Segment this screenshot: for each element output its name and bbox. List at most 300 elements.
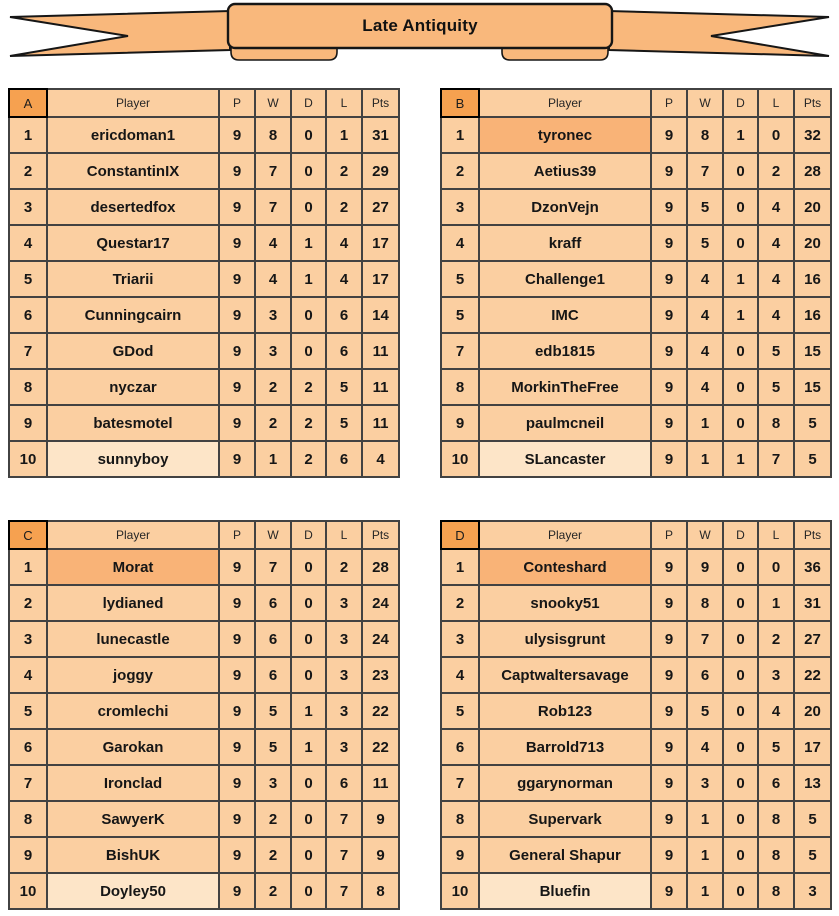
col-player: Player bbox=[47, 521, 219, 549]
draws-cell: 1 bbox=[291, 261, 326, 297]
wins-cell: 8 bbox=[687, 585, 723, 621]
losses-cell: 4 bbox=[326, 261, 362, 297]
col-draws: D bbox=[723, 521, 758, 549]
wins-cell: 5 bbox=[687, 225, 723, 261]
losses-cell: 7 bbox=[758, 441, 794, 477]
table-row bbox=[9, 441, 399, 477]
rank-cell: 1 bbox=[441, 549, 479, 585]
table-row bbox=[9, 153, 399, 189]
table-row bbox=[9, 117, 399, 153]
played-cell: 9 bbox=[219, 297, 255, 333]
table-row bbox=[9, 693, 399, 729]
wins-cell: 5 bbox=[255, 693, 291, 729]
draws-cell: 0 bbox=[291, 765, 326, 801]
player-cell: ulysisgrunt bbox=[479, 621, 651, 657]
draws-cell: 0 bbox=[723, 729, 758, 765]
wins-cell: 1 bbox=[687, 873, 723, 909]
rank-cell: 7 bbox=[9, 765, 47, 801]
rank-cell: 1 bbox=[441, 117, 479, 153]
wins-cell: 1 bbox=[687, 441, 723, 477]
losses-cell: 2 bbox=[758, 621, 794, 657]
points-cell: 16 bbox=[794, 261, 831, 297]
draws-cell: 0 bbox=[723, 189, 758, 225]
table-row bbox=[441, 369, 831, 405]
rank-cell: 1 bbox=[9, 549, 47, 585]
table-row bbox=[9, 333, 399, 369]
col-draws: D bbox=[723, 89, 758, 117]
rank-cell: 1 bbox=[9, 117, 47, 153]
points-cell: 5 bbox=[794, 801, 831, 837]
group-b-table bbox=[440, 88, 832, 478]
points-cell: 15 bbox=[794, 369, 831, 405]
rank-cell: 3 bbox=[9, 189, 47, 225]
player-cell: sunnyboy bbox=[47, 441, 219, 477]
points-cell: 27 bbox=[794, 621, 831, 657]
player-cell: ericdoman1 bbox=[47, 117, 219, 153]
table-row bbox=[441, 549, 831, 585]
points-cell: 20 bbox=[794, 225, 831, 261]
rank-cell: 4 bbox=[9, 225, 47, 261]
wins-cell: 3 bbox=[255, 765, 291, 801]
wins-cell: 5 bbox=[687, 189, 723, 225]
draws-cell: 0 bbox=[723, 657, 758, 693]
wins-cell: 7 bbox=[255, 153, 291, 189]
standings-body bbox=[9, 549, 399, 909]
table-row bbox=[9, 657, 399, 693]
wins-cell: 7 bbox=[687, 153, 723, 189]
wins-cell: 1 bbox=[255, 441, 291, 477]
rank-cell: 2 bbox=[441, 153, 479, 189]
points-cell: 28 bbox=[362, 549, 399, 585]
player-cell: SLancaster bbox=[479, 441, 651, 477]
table-row bbox=[441, 297, 831, 333]
header-row bbox=[9, 521, 399, 549]
group-a-table bbox=[8, 88, 400, 478]
losses-cell: 1 bbox=[758, 585, 794, 621]
draws-cell: 0 bbox=[723, 153, 758, 189]
player-cell: Doyley50 bbox=[47, 873, 219, 909]
played-cell: 9 bbox=[219, 261, 255, 297]
wins-cell: 1 bbox=[687, 837, 723, 873]
losses-cell: 5 bbox=[326, 405, 362, 441]
player-cell: cromlechi bbox=[47, 693, 219, 729]
table-row bbox=[441, 117, 831, 153]
group-letter: D bbox=[441, 521, 479, 549]
player-cell: IMC bbox=[479, 297, 651, 333]
col-points: Pts bbox=[794, 89, 831, 117]
table-row bbox=[441, 405, 831, 441]
rank-cell: 5 bbox=[441, 693, 479, 729]
points-cell: 5 bbox=[794, 837, 831, 873]
played-cell: 9 bbox=[651, 153, 687, 189]
wins-cell: 4 bbox=[687, 261, 723, 297]
col-wins: W bbox=[687, 521, 723, 549]
draws-cell: 1 bbox=[291, 729, 326, 765]
wins-cell: 3 bbox=[255, 333, 291, 369]
losses-cell: 1 bbox=[326, 117, 362, 153]
played-cell: 9 bbox=[219, 801, 255, 837]
rank-cell: 6 bbox=[441, 729, 479, 765]
played-cell: 9 bbox=[219, 405, 255, 441]
losses-cell: 4 bbox=[758, 297, 794, 333]
losses-cell: 6 bbox=[758, 765, 794, 801]
rank-cell: 4 bbox=[9, 657, 47, 693]
group-letter: B bbox=[441, 89, 479, 117]
table-row bbox=[9, 297, 399, 333]
draws-cell: 0 bbox=[723, 405, 758, 441]
wins-cell: 4 bbox=[687, 369, 723, 405]
group-d-table bbox=[440, 520, 832, 910]
played-cell: 9 bbox=[219, 225, 255, 261]
player-cell: Supervark bbox=[479, 801, 651, 837]
losses-cell: 0 bbox=[758, 549, 794, 585]
draws-cell: 0 bbox=[291, 297, 326, 333]
played-cell: 9 bbox=[651, 621, 687, 657]
rank-cell: 10 bbox=[9, 873, 47, 909]
table-row bbox=[441, 729, 831, 765]
played-cell: 9 bbox=[651, 873, 687, 909]
played-cell: 9 bbox=[219, 549, 255, 585]
wins-cell: 4 bbox=[687, 297, 723, 333]
draws-cell: 0 bbox=[723, 765, 758, 801]
rank-cell: 3 bbox=[441, 189, 479, 225]
col-played: P bbox=[219, 521, 255, 549]
draws-cell: 2 bbox=[291, 405, 326, 441]
table-row bbox=[9, 405, 399, 441]
played-cell: 9 bbox=[651, 765, 687, 801]
player-cell: batesmotel bbox=[47, 405, 219, 441]
draws-cell: 2 bbox=[291, 369, 326, 405]
points-cell: 22 bbox=[794, 657, 831, 693]
losses-cell: 3 bbox=[326, 585, 362, 621]
player-cell: Barrold713 bbox=[479, 729, 651, 765]
table-row bbox=[441, 765, 831, 801]
played-cell: 9 bbox=[651, 585, 687, 621]
losses-cell: 8 bbox=[758, 405, 794, 441]
played-cell: 9 bbox=[651, 837, 687, 873]
wins-cell: 5 bbox=[687, 693, 723, 729]
points-cell: 15 bbox=[794, 333, 831, 369]
wins-cell: 2 bbox=[255, 405, 291, 441]
banner-right-wing bbox=[609, 11, 829, 56]
table-row bbox=[441, 801, 831, 837]
rank-cell: 5 bbox=[441, 261, 479, 297]
col-points: Pts bbox=[794, 521, 831, 549]
table-row bbox=[441, 153, 831, 189]
wins-cell: 1 bbox=[687, 405, 723, 441]
col-losses: L bbox=[326, 89, 362, 117]
col-played: P bbox=[219, 89, 255, 117]
player-cell: nyczar bbox=[47, 369, 219, 405]
rank-cell: 7 bbox=[441, 333, 479, 369]
wins-cell: 5 bbox=[255, 729, 291, 765]
group-letter: A bbox=[9, 89, 47, 117]
played-cell: 9 bbox=[219, 585, 255, 621]
draws-cell: 0 bbox=[723, 585, 758, 621]
rank-cell: 2 bbox=[441, 585, 479, 621]
played-cell: 9 bbox=[219, 369, 255, 405]
losses-cell: 2 bbox=[758, 153, 794, 189]
draws-cell: 0 bbox=[291, 333, 326, 369]
wins-cell: 7 bbox=[687, 621, 723, 657]
wins-cell: 6 bbox=[687, 657, 723, 693]
player-cell: Morat bbox=[47, 549, 219, 585]
table-row bbox=[441, 333, 831, 369]
rank-cell: 9 bbox=[9, 837, 47, 873]
played-cell: 9 bbox=[651, 549, 687, 585]
rank-cell: 10 bbox=[9, 441, 47, 477]
table-row bbox=[9, 189, 399, 225]
draws-cell: 0 bbox=[291, 585, 326, 621]
played-cell: 9 bbox=[651, 333, 687, 369]
losses-cell: 5 bbox=[758, 369, 794, 405]
points-cell: 24 bbox=[362, 621, 399, 657]
draws-cell: 0 bbox=[291, 657, 326, 693]
table-row bbox=[441, 873, 831, 909]
wins-cell: 8 bbox=[255, 117, 291, 153]
col-player: Player bbox=[479, 521, 651, 549]
points-cell: 11 bbox=[362, 405, 399, 441]
player-cell: Challenge1 bbox=[479, 261, 651, 297]
group-c-table bbox=[8, 520, 400, 910]
losses-cell: 4 bbox=[326, 225, 362, 261]
wins-cell: 2 bbox=[255, 801, 291, 837]
player-cell: SawyerK bbox=[47, 801, 219, 837]
played-cell: 9 bbox=[219, 837, 255, 873]
draws-cell: 0 bbox=[291, 153, 326, 189]
draws-cell: 1 bbox=[723, 297, 758, 333]
losses-cell: 7 bbox=[326, 873, 362, 909]
played-cell: 9 bbox=[219, 153, 255, 189]
points-cell: 14 bbox=[362, 297, 399, 333]
table-row bbox=[441, 693, 831, 729]
rank-cell: 3 bbox=[441, 621, 479, 657]
col-losses: L bbox=[326, 521, 362, 549]
draws-cell: 0 bbox=[291, 549, 326, 585]
rank-cell: 2 bbox=[9, 153, 47, 189]
wins-cell: 3 bbox=[687, 765, 723, 801]
col-points: Pts bbox=[362, 521, 399, 549]
banner-left-wing bbox=[10, 11, 230, 56]
wins-cell: 9 bbox=[687, 549, 723, 585]
table-row bbox=[441, 225, 831, 261]
table-row bbox=[9, 549, 399, 585]
played-cell: 9 bbox=[651, 369, 687, 405]
rank-cell: 4 bbox=[441, 225, 479, 261]
col-draws: D bbox=[291, 521, 326, 549]
table-row bbox=[9, 585, 399, 621]
rank-cell: 4 bbox=[441, 657, 479, 693]
table-row bbox=[441, 657, 831, 693]
header-row bbox=[441, 521, 831, 549]
played-cell: 9 bbox=[651, 441, 687, 477]
played-cell: 9 bbox=[219, 729, 255, 765]
played-cell: 9 bbox=[651, 801, 687, 837]
rank-cell: 5 bbox=[9, 693, 47, 729]
played-cell: 9 bbox=[219, 693, 255, 729]
points-cell: 36 bbox=[794, 549, 831, 585]
table-row bbox=[441, 261, 831, 297]
draws-cell: 1 bbox=[291, 225, 326, 261]
losses-cell: 3 bbox=[326, 729, 362, 765]
played-cell: 9 bbox=[651, 729, 687, 765]
rank-cell: 8 bbox=[441, 369, 479, 405]
points-cell: 16 bbox=[794, 297, 831, 333]
losses-cell: 3 bbox=[326, 657, 362, 693]
col-wins: W bbox=[255, 89, 291, 117]
col-wins: W bbox=[687, 89, 723, 117]
rank-cell: 10 bbox=[441, 873, 479, 909]
losses-cell: 6 bbox=[326, 441, 362, 477]
table-row bbox=[9, 873, 399, 909]
wins-cell: 7 bbox=[255, 189, 291, 225]
rank-cell: 3 bbox=[9, 621, 47, 657]
col-losses: L bbox=[758, 521, 794, 549]
points-cell: 3 bbox=[794, 873, 831, 909]
player-cell: GDod bbox=[47, 333, 219, 369]
player-cell: BishUK bbox=[47, 837, 219, 873]
table-row bbox=[9, 369, 399, 405]
points-cell: 9 bbox=[362, 801, 399, 837]
played-cell: 9 bbox=[219, 657, 255, 693]
player-cell: edb1815 bbox=[479, 333, 651, 369]
player-cell: MorkinTheFree bbox=[479, 369, 651, 405]
points-cell: 22 bbox=[362, 693, 399, 729]
losses-cell: 5 bbox=[758, 729, 794, 765]
standings-body bbox=[9, 117, 399, 477]
draws-cell: 0 bbox=[723, 837, 758, 873]
losses-cell: 8 bbox=[758, 801, 794, 837]
losses-cell: 8 bbox=[758, 873, 794, 909]
points-cell: 5 bbox=[794, 441, 831, 477]
player-cell: kraff bbox=[479, 225, 651, 261]
rank-cell: 10 bbox=[441, 441, 479, 477]
points-cell: 8 bbox=[362, 873, 399, 909]
points-cell: 17 bbox=[362, 225, 399, 261]
wins-cell: 4 bbox=[255, 225, 291, 261]
col-player: Player bbox=[47, 89, 219, 117]
points-cell: 17 bbox=[362, 261, 399, 297]
rank-cell: 2 bbox=[9, 585, 47, 621]
player-cell: desertedfox bbox=[47, 189, 219, 225]
rank-cell: 5 bbox=[9, 261, 47, 297]
losses-cell: 2 bbox=[326, 549, 362, 585]
played-cell: 9 bbox=[651, 657, 687, 693]
points-cell: 11 bbox=[362, 765, 399, 801]
draws-cell: 0 bbox=[723, 693, 758, 729]
points-cell: 11 bbox=[362, 369, 399, 405]
played-cell: 9 bbox=[219, 765, 255, 801]
col-player: Player bbox=[479, 89, 651, 117]
draws-cell: 0 bbox=[723, 621, 758, 657]
draws-cell: 1 bbox=[723, 441, 758, 477]
points-cell: 29 bbox=[362, 153, 399, 189]
played-cell: 9 bbox=[651, 297, 687, 333]
rank-cell: 6 bbox=[9, 729, 47, 765]
wins-cell: 8 bbox=[687, 117, 723, 153]
player-cell: tyronec bbox=[479, 117, 651, 153]
standings-body bbox=[441, 117, 831, 477]
draws-cell: 2 bbox=[291, 441, 326, 477]
player-cell: Aetius39 bbox=[479, 153, 651, 189]
table-row bbox=[9, 729, 399, 765]
table-row bbox=[9, 837, 399, 873]
played-cell: 9 bbox=[651, 261, 687, 297]
played-cell: 9 bbox=[651, 693, 687, 729]
player-cell: Rob123 bbox=[479, 693, 651, 729]
rank-cell: 5 bbox=[441, 297, 479, 333]
player-cell: snooky51 bbox=[479, 585, 651, 621]
table-row bbox=[9, 801, 399, 837]
points-cell: 22 bbox=[362, 729, 399, 765]
wins-cell: 4 bbox=[687, 333, 723, 369]
rank-cell: 9 bbox=[9, 405, 47, 441]
wins-cell: 2 bbox=[255, 837, 291, 873]
played-cell: 9 bbox=[219, 873, 255, 909]
wins-cell: 2 bbox=[255, 369, 291, 405]
points-cell: 4 bbox=[362, 441, 399, 477]
losses-cell: 2 bbox=[326, 189, 362, 225]
losses-cell: 8 bbox=[758, 837, 794, 873]
wins-cell: 7 bbox=[255, 549, 291, 585]
losses-cell: 6 bbox=[326, 297, 362, 333]
player-cell: ggarynorman bbox=[479, 765, 651, 801]
draws-cell: 0 bbox=[723, 549, 758, 585]
draws-cell: 1 bbox=[291, 693, 326, 729]
col-losses: L bbox=[758, 89, 794, 117]
banner-title: Late Antiquity bbox=[362, 16, 478, 35]
losses-cell: 4 bbox=[758, 225, 794, 261]
rank-cell: 8 bbox=[9, 801, 47, 837]
losses-cell: 6 bbox=[326, 765, 362, 801]
draws-cell: 0 bbox=[723, 369, 758, 405]
player-cell: ConstantinIX bbox=[47, 153, 219, 189]
rank-cell: 8 bbox=[441, 801, 479, 837]
standings-body bbox=[441, 549, 831, 909]
losses-cell: 3 bbox=[326, 693, 362, 729]
losses-cell: 5 bbox=[326, 369, 362, 405]
played-cell: 9 bbox=[219, 333, 255, 369]
header-row bbox=[441, 89, 831, 117]
draws-cell: 1 bbox=[723, 117, 758, 153]
draws-cell: 0 bbox=[291, 621, 326, 657]
wins-cell: 4 bbox=[687, 729, 723, 765]
losses-cell: 7 bbox=[326, 837, 362, 873]
table-row bbox=[9, 621, 399, 657]
draws-cell: 0 bbox=[291, 189, 326, 225]
points-cell: 5 bbox=[794, 405, 831, 441]
draws-cell: 1 bbox=[723, 261, 758, 297]
player-cell: Triarii bbox=[47, 261, 219, 297]
points-cell: 23 bbox=[362, 657, 399, 693]
draws-cell: 0 bbox=[723, 225, 758, 261]
col-points: Pts bbox=[362, 89, 399, 117]
col-played: P bbox=[651, 521, 687, 549]
played-cell: 9 bbox=[651, 189, 687, 225]
played-cell: 9 bbox=[219, 621, 255, 657]
table-row bbox=[441, 189, 831, 225]
losses-cell: 3 bbox=[326, 621, 362, 657]
draws-cell: 0 bbox=[291, 837, 326, 873]
points-cell: 13 bbox=[794, 765, 831, 801]
losses-cell: 2 bbox=[326, 153, 362, 189]
points-cell: 11 bbox=[362, 333, 399, 369]
points-cell: 20 bbox=[794, 693, 831, 729]
wins-cell: 6 bbox=[255, 621, 291, 657]
player-cell: paulmcneil bbox=[479, 405, 651, 441]
draws-cell: 0 bbox=[723, 801, 758, 837]
col-played: P bbox=[651, 89, 687, 117]
